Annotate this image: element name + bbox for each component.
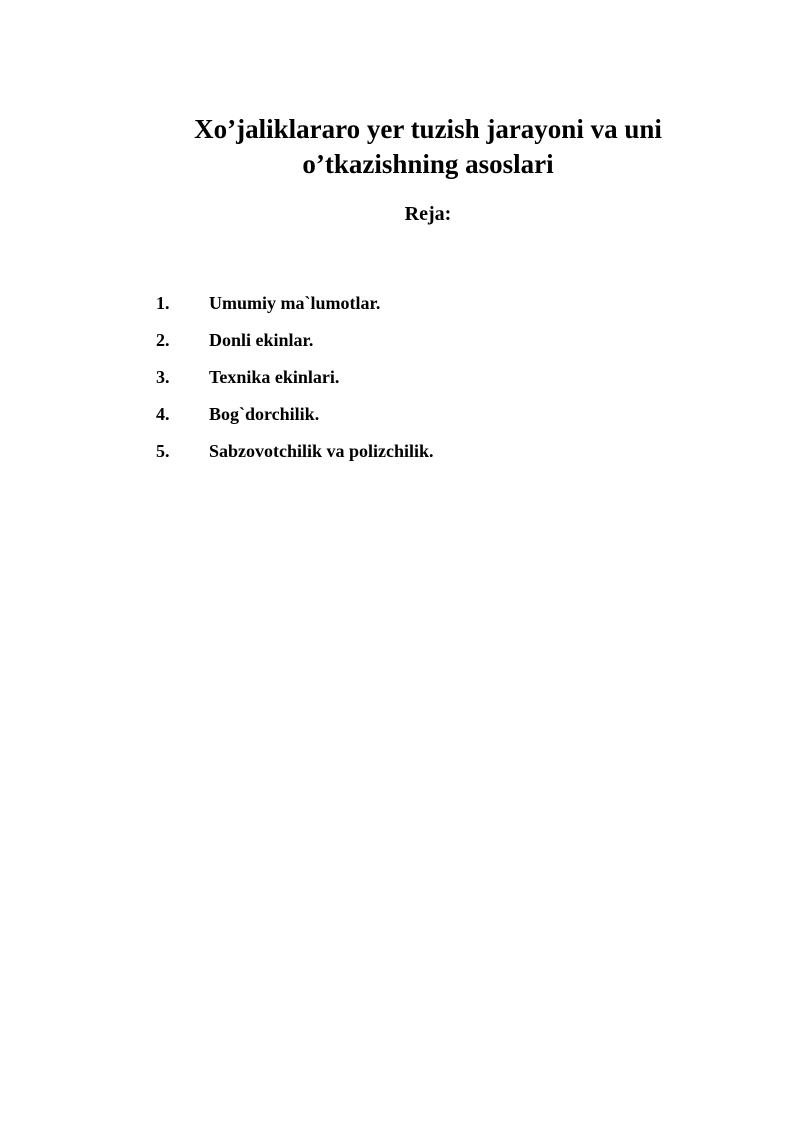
list-item <box>156 322 434 359</box>
title-line-2: o’tkazishning asoslari <box>302 149 554 179</box>
list-item-number: 5. <box>156 441 170 461</box>
list-item-text: Bog`dorchilik. <box>209 404 320 424</box>
list-item-text: Umumiy ma`lumotlar. <box>209 293 381 313</box>
title-line-1: Xo’jaliklararo yer tuzish jarayoni va uni <box>194 114 662 144</box>
list-item-number: 2. <box>156 330 170 350</box>
list-item-text: Texnika ekinlari. <box>209 367 340 387</box>
list-item-text: Donli ekinlar. <box>209 330 314 350</box>
list-item-text: Sabzovotchilik va polizchilik. <box>209 441 434 461</box>
plan-heading: Reja: <box>404 203 452 225</box>
list-item <box>156 396 434 433</box>
document-title <box>150 112 706 182</box>
plan-list <box>156 285 434 470</box>
list-item-number: 4. <box>156 404 170 424</box>
list-item <box>156 433 434 470</box>
list-item <box>156 285 434 322</box>
list-item-number: 3. <box>156 367 170 387</box>
list-item-number: 1. <box>156 293 170 313</box>
list-item <box>156 359 434 396</box>
